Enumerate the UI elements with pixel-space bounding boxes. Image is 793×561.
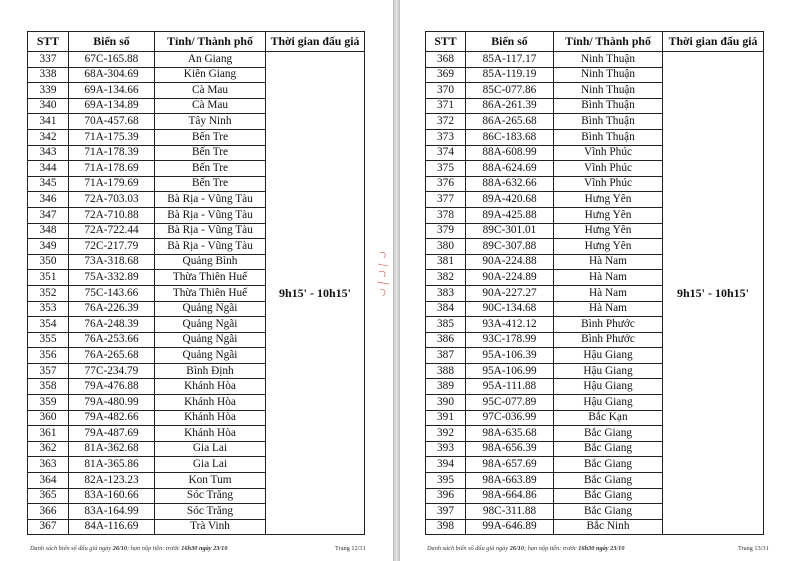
row-stt: 355 [28, 332, 69, 348]
row-province: Bà Rịa - Vũng Tàu [155, 207, 266, 223]
row-stt: 365 [28, 488, 69, 504]
row-plate-number: 71A-178.39 [69, 145, 155, 161]
row-plate-number: 71A-179.69 [69, 176, 155, 192]
row-stt: 338 [28, 67, 69, 83]
auction-time-cell: 9h15' - 10h15' [266, 52, 365, 535]
row-province: Khánh Hòa [155, 426, 266, 442]
row-stt: 381 [426, 254, 466, 270]
row-stt: 361 [28, 426, 69, 442]
row-province: Quảng Bình [155, 254, 266, 270]
row-province: Vĩnh Phúc [554, 145, 663, 161]
row-stt: 395 [426, 473, 466, 489]
row-stt: 346 [28, 192, 69, 208]
row-stt: 398 [426, 519, 466, 535]
row-stt: 363 [28, 457, 69, 473]
row-plate-number: 90A-224.88 [466, 254, 554, 270]
row-plate-number: 83A-164.99 [69, 504, 155, 520]
table-body-right [426, 52, 764, 535]
header-auction-time: Thời gian đấu giá [266, 32, 365, 52]
row-stt: 375 [426, 161, 466, 177]
row-plate-number: 79A-482.66 [69, 410, 155, 426]
row-stt: 388 [426, 363, 466, 379]
row-plate-number: 71A-175.39 [69, 129, 155, 145]
footer-date: 26/10 [112, 545, 128, 552]
row-province: Bình Phước [554, 317, 663, 333]
table-body-left [28, 52, 365, 535]
row-stt: 374 [426, 145, 466, 161]
row-plate-number: 76A-248.39 [69, 317, 155, 333]
row-stt: 380 [426, 239, 466, 255]
page-number: Trang 12/31 [335, 545, 366, 552]
row-province: Vĩnh Phúc [554, 176, 663, 192]
page-gutter [393, 0, 400, 561]
row-province: Bà Rịa - Vũng Tàu [155, 239, 266, 255]
row-stt: 337 [28, 52, 69, 68]
row-stt: 393 [426, 441, 466, 457]
header-stt: STT [28, 32, 69, 52]
row-stt: 357 [28, 363, 69, 379]
row-province: Bình Định [155, 363, 266, 379]
row-stt: 347 [28, 207, 69, 223]
row-plate-number: 75C-143.66 [69, 285, 155, 301]
footer-prefix: Danh sách biển số đấu giá ngày [30, 545, 112, 552]
row-plate-number: 67C-165.88 [69, 52, 155, 68]
row-plate-number: 82A-123.23 [69, 473, 155, 489]
row-province: Hưng Yên [554, 207, 663, 223]
row-plate-number: 90A-227.27 [466, 285, 554, 301]
row-plate-number: 83A-160.66 [69, 488, 155, 504]
row-stt: 344 [28, 161, 69, 177]
row-stt: 348 [28, 223, 69, 239]
row-plate-number: 93A-412.12 [466, 317, 554, 333]
row-plate-number: 88A-624.69 [466, 161, 554, 177]
row-province: Ninh Thuận [554, 83, 663, 99]
row-plate-number: 81A-365.86 [69, 457, 155, 473]
row-stt: 362 [28, 441, 69, 457]
row-stt: 356 [28, 348, 69, 364]
row-plate-number: 85A-117.17 [466, 52, 554, 68]
row-plate-number: 76A-265.68 [69, 348, 155, 364]
row-province: Bắc Giang [554, 441, 663, 457]
row-province: Sóc Trăng [155, 488, 266, 504]
footer-prefix: Danh sách biển số đấu giá ngày [427, 545, 509, 552]
row-plate-number: 69A-134.66 [69, 83, 155, 99]
footer-date: 26/10 [509, 545, 525, 552]
row-province: Hưng Yên [554, 223, 663, 239]
row-province: Khánh Hòa [155, 379, 266, 395]
row-plate-number: 95A-106.99 [466, 363, 554, 379]
row-province: Bà Rịa - Vũng Tàu [155, 223, 266, 239]
row-stt: 390 [426, 395, 466, 411]
row-stt: 387 [426, 348, 466, 364]
row-stt: 378 [426, 207, 466, 223]
row-stt: 359 [28, 395, 69, 411]
row-province: Bình Thuận [554, 114, 663, 130]
row-plate-number: 71A-178.69 [69, 161, 155, 177]
row-stt: 377 [426, 192, 466, 208]
row-plate-number: 75A-332.89 [69, 270, 155, 286]
row-stt: 370 [426, 83, 466, 99]
row-plate-number: 85C-077.86 [466, 83, 554, 99]
row-plate-number: 88A-632.66 [466, 176, 554, 192]
row-province: Vĩnh Phúc [554, 161, 663, 177]
row-plate-number: 89A-425.88 [466, 207, 554, 223]
row-stt: 364 [28, 473, 69, 489]
row-stt: 352 [28, 285, 69, 301]
row-plate-number: 76A-253.66 [69, 332, 155, 348]
row-plate-number: 98A-664.86 [466, 488, 554, 504]
auction-table-right [425, 31, 764, 535]
row-stt: 354 [28, 317, 69, 333]
header-plate: Biển số [69, 32, 155, 52]
row-province: Tây Ninh [155, 114, 266, 130]
row-plate-number: 76A-226.39 [69, 301, 155, 317]
row-province: Quảng Ngãi [155, 332, 266, 348]
row-province: Sóc Trăng [155, 504, 266, 520]
row-province: Hậu Giang [554, 395, 663, 411]
row-stt: 369 [426, 67, 466, 83]
page-footer-note [427, 545, 624, 552]
row-province: Bắc Giang [554, 488, 663, 504]
row-province: Kon Tum [155, 473, 266, 489]
row-province: Hà Nam [554, 270, 663, 286]
row-plate-number: 98A-656.39 [466, 441, 554, 457]
header-stt: STT [426, 32, 466, 52]
row-stt: 366 [28, 504, 69, 520]
row-plate-number: 89C-307.88 [466, 239, 554, 255]
row-stt: 340 [28, 98, 69, 114]
row-stt: 358 [28, 379, 69, 395]
row-plate-number: 98A-635.68 [466, 426, 554, 442]
row-plate-number: 79A-487.69 [69, 426, 155, 442]
row-stt: 394 [426, 457, 466, 473]
row-province: Khánh Hòa [155, 410, 266, 426]
row-stt: 392 [426, 426, 466, 442]
row-stt: 379 [426, 223, 466, 239]
row-plate-number: 95C-077.89 [466, 395, 554, 411]
row-province: Ninh Thuận [554, 67, 663, 83]
row-plate-number: 90A-224.89 [466, 270, 554, 286]
row-province: Bến Tre [155, 145, 266, 161]
row-province: Bắc Giang [554, 504, 663, 520]
row-province: Quảng Ngãi [155, 317, 266, 333]
footer-mid: ; hạn nộp tiền: trước [524, 545, 577, 552]
row-province: Quảng Ngãi [155, 348, 266, 364]
row-plate-number: 98A-663.89 [466, 473, 554, 489]
row-plate-number: 81A-362.68 [69, 441, 155, 457]
row-stt: 373 [426, 129, 466, 145]
footer-deadline: 16h30 ngày 23/10 [578, 545, 625, 552]
row-province: Gia Lai [155, 457, 266, 473]
row-stt: 371 [426, 98, 466, 114]
row-province: Hưng Yên [554, 239, 663, 255]
row-plate-number: 86A-265.68 [466, 114, 554, 130]
row-province: An Giang [155, 52, 266, 68]
row-stt: 360 [28, 410, 69, 426]
row-stt: 391 [426, 410, 466, 426]
header-auction-time: Thời gian đấu giá [663, 32, 764, 52]
row-plate-number: 79A-480.99 [69, 395, 155, 411]
row-province: Gia Lai [155, 441, 266, 457]
row-province: Hậu Giang [554, 363, 663, 379]
row-stt: 349 [28, 239, 69, 255]
row-plate-number: 90C-134.68 [466, 301, 554, 317]
row-plate-number: 98A-657.69 [466, 457, 554, 473]
row-plate-number: 72A-703.03 [69, 192, 155, 208]
row-plate-number: 99A-646.89 [466, 519, 554, 535]
row-stt: 339 [28, 83, 69, 99]
row-plate-number: 97C-036.99 [466, 410, 554, 426]
row-plate-number: 98C-311.88 [466, 504, 554, 520]
auction-time-cell: 9h15' - 10h15' [663, 52, 764, 535]
row-province: Bắc Giang [554, 473, 663, 489]
row-stt: 389 [426, 379, 466, 395]
row-stt: 384 [426, 301, 466, 317]
document-page-left [0, 0, 393, 561]
row-plate-number: 68A-304.69 [69, 67, 155, 83]
row-plate-number: 85A-119.19 [466, 67, 554, 83]
page-footer-note [30, 545, 227, 552]
header-province: Tỉnh/ Thành phố [554, 32, 663, 52]
row-province: Thừa Thiên Huế [155, 270, 266, 286]
row-province: Cà Mau [155, 83, 266, 99]
row-plate-number: 89C-301.01 [466, 223, 554, 239]
row-plate-number: 86C-183.68 [466, 129, 554, 145]
row-province: Hà Nam [554, 285, 663, 301]
row-province: Cà Mau [155, 98, 266, 114]
row-province: Bình Thuận [554, 98, 663, 114]
row-province: Hậu Giang [554, 379, 663, 395]
row-plate-number: 88A-608.99 [466, 145, 554, 161]
row-plate-number: 93C-178.99 [466, 332, 554, 348]
pen-annotation-mark [372, 250, 393, 300]
table-header-row [426, 32, 764, 52]
row-plate-number: 95A-111.88 [466, 379, 554, 395]
row-plate-number: 70A-457.68 [69, 114, 155, 130]
page-number: Trang 13/31 [738, 545, 769, 552]
header-plate: Biển số [466, 32, 554, 52]
row-plate-number: 86A-261.39 [466, 98, 554, 114]
row-stt: 350 [28, 254, 69, 270]
row-province: Quảng Ngãi [155, 301, 266, 317]
row-province: Thừa Thiên Huế [155, 285, 266, 301]
table-header-row [28, 32, 365, 52]
row-province: Ninh Thuận [554, 52, 663, 68]
row-province: Bến Tre [155, 161, 266, 177]
row-province: Bình Phước [554, 332, 663, 348]
row-plate-number: 72A-722.44 [69, 223, 155, 239]
row-province: Bến Tre [155, 129, 266, 145]
row-plate-number: 69A-134.89 [69, 98, 155, 114]
row-plate-number: 95A-106.39 [466, 348, 554, 364]
row-stt: 385 [426, 317, 466, 333]
row-stt: 376 [426, 176, 466, 192]
row-stt: 396 [426, 488, 466, 504]
footer-deadline: 16h30 ngày 23/10 [181, 545, 228, 552]
row-province: Bắc Giang [554, 426, 663, 442]
row-plate-number: 72A-710.88 [69, 207, 155, 223]
header-province: Tỉnh/ Thành phố [155, 32, 266, 52]
row-province: Trà Vinh [155, 519, 266, 535]
row-province: Khánh Hòa [155, 395, 266, 411]
row-plate-number: 79A-476.88 [69, 379, 155, 395]
row-province: Bình Thuận [554, 129, 663, 145]
row-plate-number: 72C-217.79 [69, 239, 155, 255]
row-stt: 345 [28, 176, 69, 192]
row-plate-number: 73A-318.68 [69, 254, 155, 270]
row-stt: 368 [426, 52, 466, 68]
row-province: Bến Tre [155, 176, 266, 192]
table-row [28, 52, 365, 68]
row-stt: 372 [426, 114, 466, 130]
row-province: Bắc Giang [554, 457, 663, 473]
row-stt: 341 [28, 114, 69, 130]
row-stt: 397 [426, 504, 466, 520]
row-province: Hà Nam [554, 254, 663, 270]
row-stt: 343 [28, 145, 69, 161]
row-province: Hà Nam [554, 301, 663, 317]
auction-table-left [27, 31, 365, 535]
row-stt: 351 [28, 270, 69, 286]
row-province: Bắc Ninh [554, 519, 663, 535]
row-province: Bà Rịa - Vũng Tàu [155, 192, 266, 208]
row-plate-number: 89A-420.68 [466, 192, 554, 208]
row-plate-number: 77C-234.79 [69, 363, 155, 379]
row-stt: 353 [28, 301, 69, 317]
row-plate-number: 84A-116.69 [69, 519, 155, 535]
row-province: Hưng Yên [554, 192, 663, 208]
document-page-right [400, 0, 793, 561]
row-stt: 383 [426, 285, 466, 301]
row-stt: 382 [426, 270, 466, 286]
row-province: Bắc Kạn [554, 410, 663, 426]
row-stt: 386 [426, 332, 466, 348]
row-stt: 367 [28, 519, 69, 535]
footer-mid: ; hạn nộp tiền: trước [127, 545, 180, 552]
row-province: Hậu Giang [554, 348, 663, 364]
row-province: Kiên Giang [155, 67, 266, 83]
table-row [426, 52, 764, 68]
row-stt: 342 [28, 129, 69, 145]
